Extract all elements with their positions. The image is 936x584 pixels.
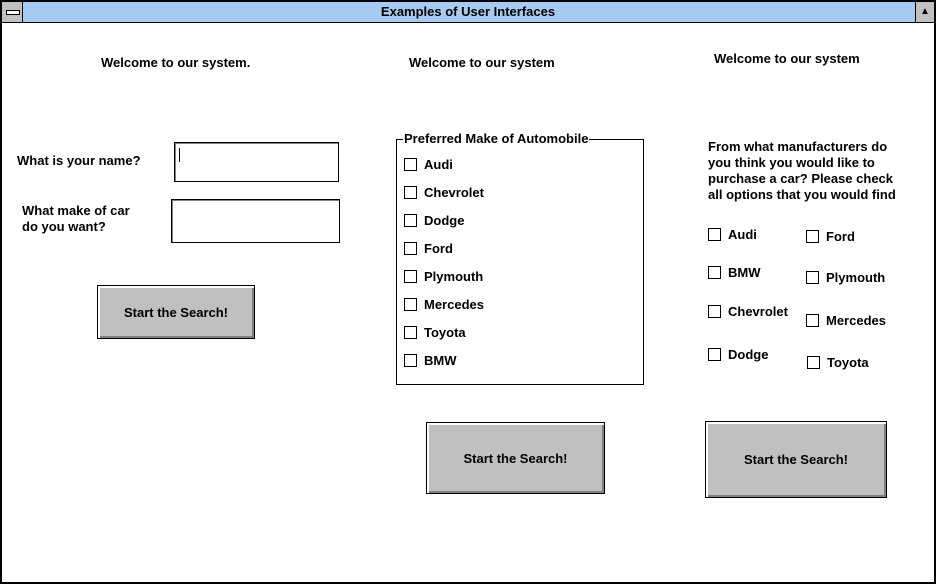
checkbox-label: Chevrolet	[424, 185, 484, 200]
checkbox-box[interactable]	[807, 356, 820, 369]
panel1-welcome: Welcome to our system.	[101, 55, 251, 70]
checkbox-ford[interactable]	[404, 241, 453, 256]
checkbox-label: Plymouth	[424, 269, 484, 284]
checkbox-plymouth[interactable]	[404, 269, 483, 284]
groupbox-label: Preferred Make of Automobile	[404, 131, 589, 146]
checkbox-ford-2[interactable]	[806, 229, 855, 244]
make-input[interactable]	[171, 199, 340, 243]
checkbox-mercedes-2[interactable]	[806, 313, 886, 328]
checkbox-label: Chevrolet	[728, 304, 788, 319]
checkbox-box[interactable]	[708, 266, 721, 279]
checkbox-label: BMW	[728, 265, 761, 280]
checkbox-bmw[interactable]	[404, 353, 457, 368]
title-bar[interactable]	[2, 2, 934, 23]
question-line-4: all options that you would find	[708, 187, 896, 202]
checkbox-label: Mercedes	[826, 313, 886, 328]
checkbox-box[interactable]	[404, 214, 417, 227]
start-search-button-3[interactable]: Start the Search!	[705, 421, 887, 498]
question-line-3: purchase a car? Please check	[708, 171, 894, 186]
start-search-button-2[interactable]: Start the Search!	[426, 422, 605, 494]
text-caret	[179, 148, 180, 162]
make-label-line2: do you want?	[22, 219, 106, 234]
checkbox-label: Audi	[728, 227, 757, 242]
start-search-button-1[interactable]: Start the Search!	[97, 285, 255, 339]
checkbox-box[interactable]	[404, 242, 417, 255]
checkbox-box[interactable]	[806, 314, 819, 327]
checkbox-box[interactable]	[404, 298, 417, 311]
checkbox-label: Toyota	[424, 325, 466, 340]
window-title: Examples of User Interfaces	[380, 4, 556, 19]
panel3-welcome: Welcome to our system	[714, 51, 860, 66]
checkbox-box[interactable]	[806, 230, 819, 243]
make-label-line1: What make of car	[22, 203, 130, 218]
checkbox-toyota[interactable]	[404, 325, 466, 340]
name-label: What is your name?	[17, 153, 141, 168]
checkbox-box[interactable]	[708, 348, 721, 361]
checkbox-box[interactable]	[404, 186, 417, 199]
checkbox-label: Dodge	[728, 347, 769, 362]
checkbox-label: Ford	[826, 229, 855, 244]
checkbox-box[interactable]	[404, 158, 417, 171]
question-line-1: From what manufacturers do	[708, 139, 888, 154]
checkbox-mercedes[interactable]	[404, 297, 484, 312]
make-groupbox	[396, 131, 644, 385]
checkbox-box[interactable]	[404, 270, 417, 283]
checkbox-label: BMW	[424, 353, 457, 368]
checkbox-chevrolet-2[interactable]	[708, 304, 788, 319]
checkbox-box[interactable]	[708, 305, 721, 318]
panel2-welcome: Welcome to our system	[409, 55, 555, 70]
checkbox-label: Mercedes	[424, 297, 484, 312]
checkbox-box[interactable]	[806, 271, 819, 284]
checkbox-plymouth-2[interactable]	[806, 270, 885, 285]
checkbox-dodge-2[interactable]	[708, 347, 768, 362]
checkbox-dodge[interactable]	[404, 213, 464, 228]
checkbox-label: Toyota	[827, 355, 869, 370]
checkbox-box[interactable]	[404, 326, 417, 339]
name-input[interactable]	[174, 142, 339, 182]
checkbox-label: Ford	[424, 241, 453, 256]
checkbox-toyota-2[interactable]	[807, 355, 869, 370]
checkbox-audi[interactable]	[404, 157, 453, 172]
checkbox-audi-2[interactable]	[708, 227, 757, 242]
checkbox-box[interactable]	[404, 354, 417, 367]
question-line-2: you think you would like to	[708, 155, 875, 170]
maximize-button[interactable]: ▲	[915, 2, 934, 22]
checkbox-chevrolet[interactable]	[404, 185, 484, 200]
checkbox-bmw-2[interactable]	[708, 265, 761, 280]
checkbox-box[interactable]	[708, 228, 721, 241]
checkbox-label: Audi	[424, 157, 453, 172]
checkbox-label: Dodge	[424, 213, 465, 228]
checkbox-label: Plymouth	[826, 270, 886, 285]
